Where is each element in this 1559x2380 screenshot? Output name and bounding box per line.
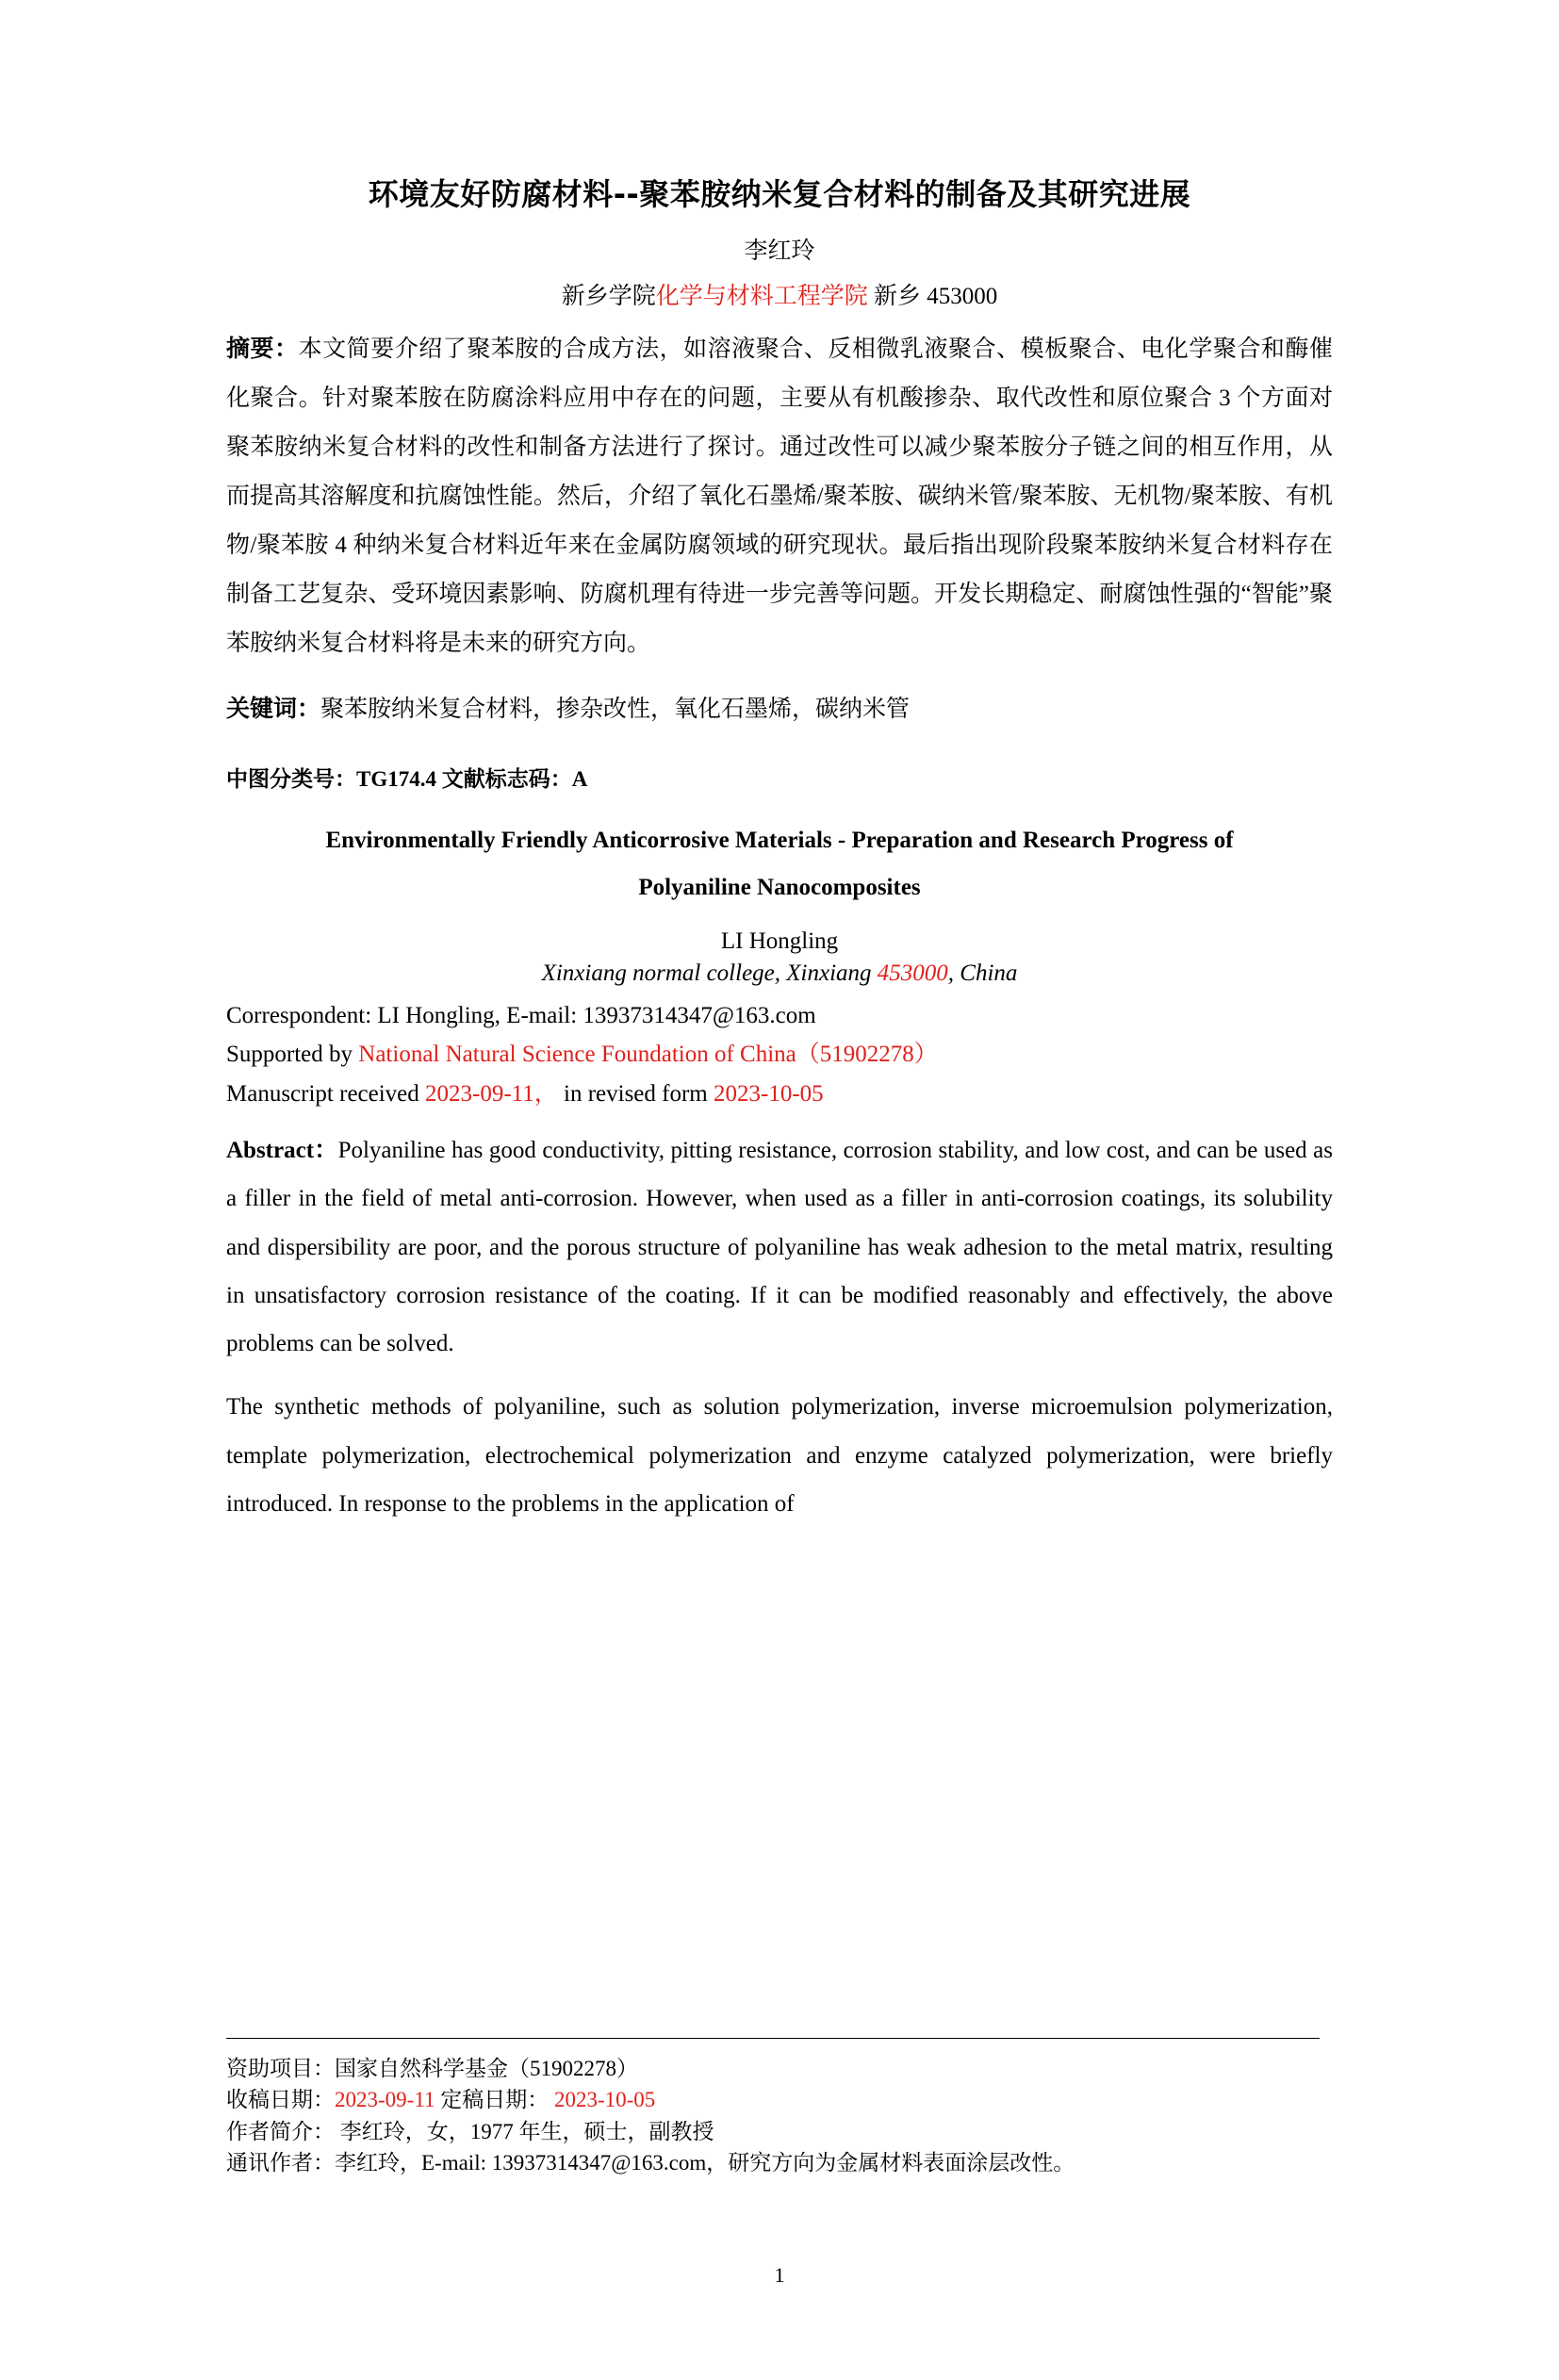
english-affiliation-suffix: , China — [947, 960, 1018, 986]
footnote-corresponding-author: 通讯作者：李红玲，E-mail: 13937314347@163.com，研究方向为金属材料表面涂层改性。 — [226, 2151, 1075, 2175]
footnote-funding: 资助项目：国家自然科学基金（51902278） — [226, 2057, 638, 2080]
chinese-affiliation — [226, 277, 1333, 311]
english-author: LI Hongling — [720, 927, 839, 954]
clc-line: 中图分类号：TG174.4 文献标志码：A — [226, 766, 588, 791]
chinese-keywords — [226, 685, 1333, 733]
footnote-author-bio: 作者简介： 李红玲，女，1977 年生，硕士，副教授 — [226, 2119, 714, 2143]
manuscript-received-date: 2023-09-11， — [425, 1080, 558, 1107]
abstract-text-en: Polyaniline has good conductivity, pitting resistance, corrosion stability, and low cost, and can be used as a filler in the field of metal anti-corrosion. However, when used as a filler in anti-corrosion coatings, its solubility and dispersibility are poor, and the porous structure of polyaniline has weak adhesion to the metal matrix, resulting in unsatisfactory corrosion resistance of the coating. If it can be modified reasonably and effectively, the above problems can be solved. — [226, 1138, 1334, 1357]
abstract-label-en: Abstract： — [226, 1138, 338, 1164]
footnote-revised-date: 2023-10-05 — [549, 2088, 656, 2112]
keywords-text-cn: 聚苯胺纳米复合材料，掺杂改性，氧化石墨烯，碳纳米管 — [320, 696, 911, 722]
manuscript-received-label: Manuscript received — [226, 1080, 426, 1107]
footnote-dates — [226, 2084, 1357, 2115]
english-title-line2: Polyaniline Nanocomposites — [638, 874, 921, 900]
footnote-received-date: 2023-09-11 — [335, 2088, 435, 2112]
funding-agency: National Natural Science Foundation of China（51902278） — [358, 1042, 938, 1068]
manuscript-revised-date: 2023-10-05 — [714, 1080, 824, 1107]
english-abstract — [226, 1126, 1333, 1368]
page-title: 环境友好防腐材料--聚苯胺纳米复合材料的制备及其研究进展 — [368, 176, 1191, 212]
affiliation-department: 化学与材料工程学院 — [655, 283, 868, 309]
correspondent-line: Correspondent: LI Hongling, E-mail: 13937314347@163.com — [226, 1002, 816, 1028]
english-title-line1: Environmentally Friendly Anticorrosive Materials - Preparation and Research Progress of — [325, 827, 1234, 853]
supported-by-label: Supported by — [226, 1042, 359, 1068]
footnote-revised-label: 定稿日期： — [435, 2088, 550, 2112]
footnote-received-label: 收稿日期： — [226, 2088, 335, 2112]
english-abstract-continued — [226, 1383, 1333, 1528]
english-affiliation — [226, 960, 1333, 987]
supported-by-line — [226, 1037, 1333, 1073]
abstract-label-cn: 摘要： — [226, 334, 299, 362]
manuscript-dates-line — [226, 1076, 1333, 1112]
affiliation-location: 新乡 453000 — [874, 283, 998, 309]
manuscript-revised-label: in revised form — [557, 1080, 714, 1107]
keywords-label-cn: 关键词： — [226, 694, 321, 722]
paper-page — [0, 175, 1559, 2380]
footnote-divider — [226, 2038, 1320, 2039]
abstract-text-en-p2: The synthetic methods of polyaniline, such as solution polymerization, inverse microemulsion polymerization, template polymerization, electrochemical polymerization and enzyme catalyzed polymerization, were briefly introduced. In response to the problems in the application of — [226, 1394, 1333, 1517]
chinese-abstract — [226, 324, 1333, 668]
chinese-author: 李红玲 — [744, 238, 815, 264]
page-number: 1 — [774, 2263, 785, 2287]
english-affiliation-postcode: 453000 — [877, 960, 948, 986]
english-affiliation-prefix: Xinxiang normal college, Xinxiang — [541, 960, 878, 986]
footnote-block — [226, 2053, 1357, 2178]
english-title — [226, 817, 1333, 911]
affiliation-university: 新乡学院 — [561, 283, 656, 309]
abstract-text-cn: 本文简要介绍了聚苯胺的合成方法，如溶液聚合、反相微乳液聚合、模板聚合、电化学聚合和酶催化聚合。针对聚苯胺在防腐涂料应用中存在的问题，主要从有机酸掺杂、取代改性和原位聚合 3 个方面对聚苯胺纳米复合材料的改性和制备方法进行了探讨。通过改性可以减少聚苯胺分子链之间的相互作用，从而提高其溶解度和抗腐蚀性能。然后，介绍了氧化石墨烯/聚苯胺、碳纳米管/聚苯胺、无机物/聚苯胺、有机物/聚苯胺 4 种纳米复合材料近年来在金属防腐领域的研究现状。最后指出现阶段聚苯胺纳米复合材料存在制备工艺复杂、受环境因素影响、防腐机理有待进一步完善等问题。开发长期稳定、耐腐蚀性强的“智能”聚苯胺纳米复合材料将是未来的研究方向。 — [226, 336, 1333, 656]
